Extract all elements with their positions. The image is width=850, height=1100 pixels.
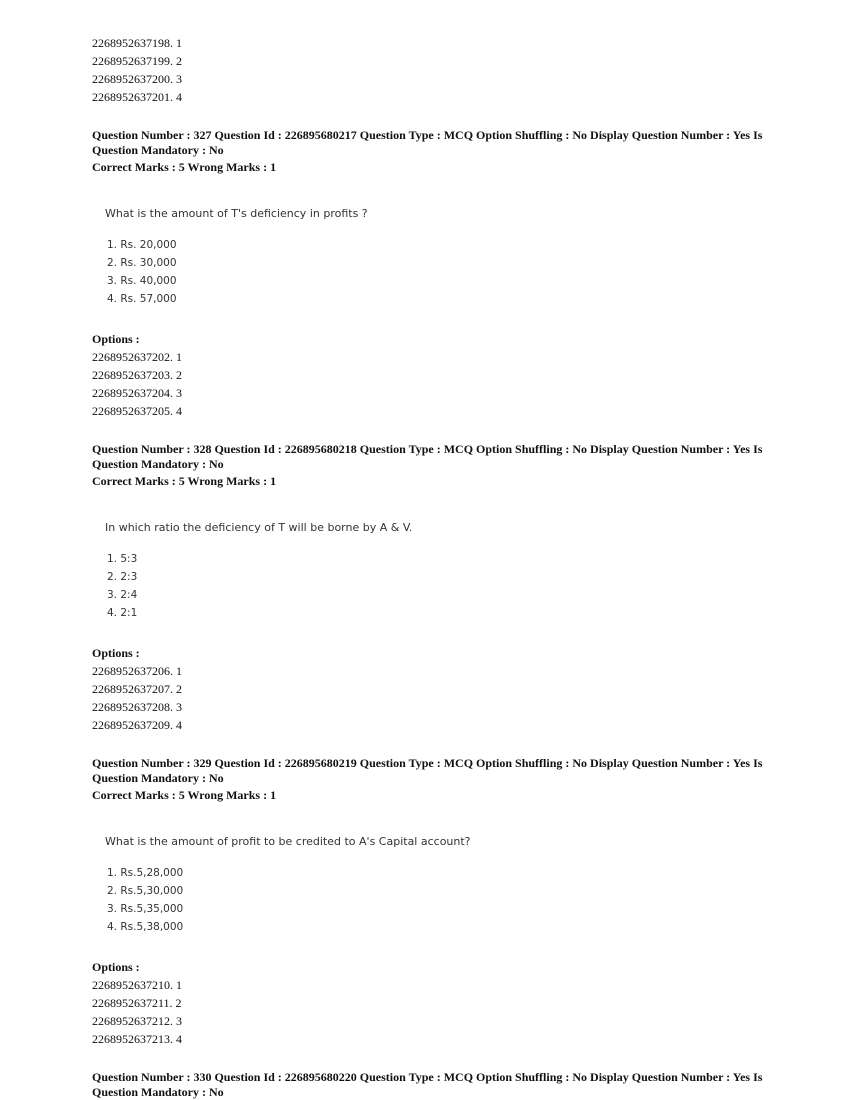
option-id-line: 2268952637200. 3 — [92, 72, 182, 86]
option-id-line: 2268952637201. 4 — [92, 90, 182, 104]
question-block-327 — [92, 128, 772, 420]
choice-item: 4. Rs.5,38,000 — [107, 921, 184, 933]
option-id-line: 2268952637209. 4 — [92, 718, 182, 732]
question-marks: Correct Marks : 5 Wrong Marks : 1 — [92, 474, 277, 488]
option-id-line: 2268952637198. 1 — [92, 36, 182, 50]
question-header: Question Number : 329 Question Id : 226895680219 Question Type : MCQ Option Shuffling : No Display Question Number : Yes Is Question Mandatory : No — [92, 756, 763, 785]
question-header: Question Number : 330 Question Id : 226895680220 Question Type : MCQ Option Shuffling : No Display Question Number : Yes Is Question Mandatory : No — [92, 1070, 763, 1099]
choice-item: 1. Rs. 20,000 — [107, 239, 177, 251]
options-label: Options : — [92, 332, 140, 346]
choice-item: 4. 2:1 — [107, 607, 138, 619]
choice-item: 2. Rs. 30,000 — [107, 257, 177, 269]
option-id-line: 2268952637207. 2 — [92, 682, 182, 696]
option-id-line: 2268952637206. 1 — [92, 664, 182, 678]
choice-item: 2. Rs.5,30,000 — [107, 885, 184, 897]
choice-item: 4. Rs. 57,000 — [107, 293, 177, 305]
question-header: Question Number : 328 Question Id : 226895680218 Question Type : MCQ Option Shuffling : No Display Question Number : Yes Is Question Mandatory : No — [92, 442, 763, 471]
choice-item: 3. 2:4 — [107, 589, 138, 601]
option-id-line: 2268952637210. 1 — [92, 978, 182, 992]
question-choices — [107, 236, 772, 308]
question-block-330 — [92, 1070, 772, 1100]
question-choices — [107, 550, 772, 622]
choice-item: 2. 2:3 — [107, 571, 138, 583]
choice-item: 1. Rs.5,28,000 — [107, 867, 184, 879]
option-id-line: 2268952637213. 4 — [92, 1032, 182, 1046]
option-id-line: 2268952637208. 3 — [92, 700, 182, 714]
question-text: In which ratio the deficiency of T will be borne by A & V. — [105, 521, 413, 534]
options-label: Options : — [92, 646, 140, 660]
choice-item: 3. Rs. 40,000 — [107, 275, 177, 287]
option-id-line: 2268952637204. 3 — [92, 386, 182, 400]
leading-options-list — [92, 34, 772, 106]
question-marks: Correct Marks : 5 Wrong Marks : 1 — [92, 160, 277, 174]
option-id-line: 2268952637211. 2 — [92, 996, 182, 1010]
question-choices — [107, 864, 772, 936]
question-block-328 — [92, 442, 772, 734]
option-id-line: 2268952637202. 1 — [92, 350, 182, 364]
option-id-line: 2268952637212. 3 — [92, 1014, 182, 1028]
question-block-329 — [92, 756, 772, 1048]
choice-item: 1. 5:3 — [107, 553, 138, 565]
choice-item: 3. Rs.5,35,000 — [107, 903, 184, 915]
question-marks: Correct Marks : 5 Wrong Marks : 1 — [92, 788, 277, 802]
options-label: Options : — [92, 960, 140, 974]
document-page — [92, 34, 772, 1100]
question-text: What is the amount of T's deficiency in profits ? — [105, 207, 368, 220]
option-id-line: 2268952637203. 2 — [92, 368, 182, 382]
option-id-line: 2268952637199. 2 — [92, 54, 182, 68]
question-header: Question Number : 327 Question Id : 226895680217 Question Type : MCQ Option Shuffling : No Display Question Number : Yes Is Question Mandatory : No — [92, 128, 763, 157]
question-text: What is the amount of profit to be credited to A's Capital account? — [105, 835, 471, 848]
option-id-line: 2268952637205. 4 — [92, 404, 182, 418]
